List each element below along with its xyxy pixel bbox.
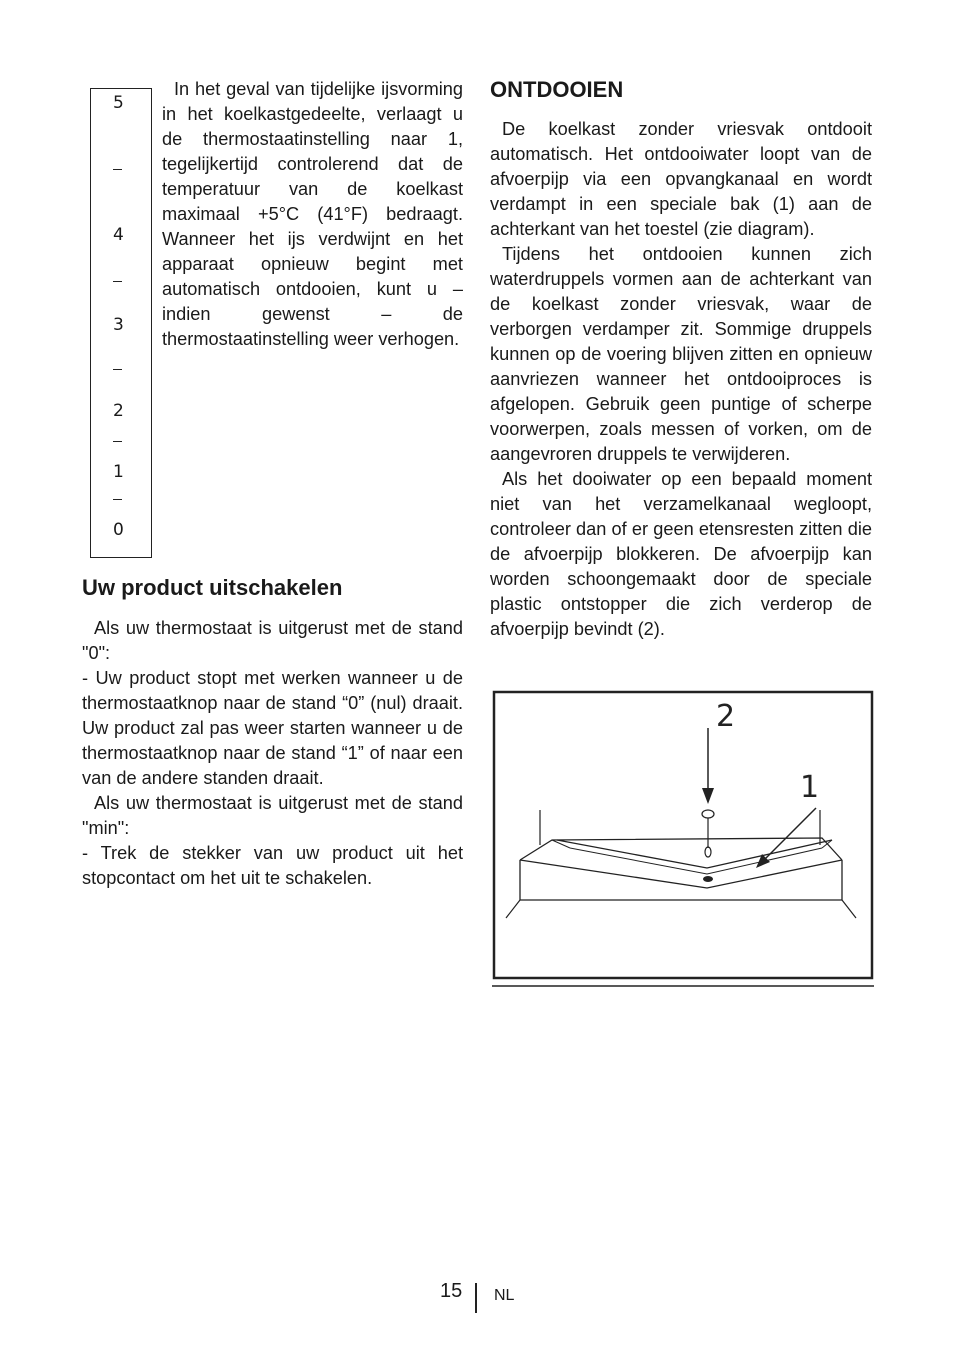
tray-leg-left <box>506 900 520 918</box>
ice-formation-paragraph <box>162 77 463 352</box>
switch-off-paragraph: Als uw thermostaat is uitgerust met de stand "min": <box>82 793 463 838</box>
channel-inner <box>570 848 822 874</box>
stopper-tip <box>705 847 711 857</box>
defrost-section <box>490 117 872 642</box>
switch-off-heading: Uw product uitschakelen <box>82 575 343 600</box>
stopper-head <box>702 810 714 818</box>
thermostat-scale <box>90 88 152 558</box>
scale-tick <box>113 281 122 282</box>
scale-number-4: 4 <box>113 225 124 245</box>
tray-body <box>520 860 842 900</box>
switch-off-section <box>82 616 463 891</box>
scale-number-0: 0 <box>113 520 124 540</box>
arrow-1-line <box>762 808 816 862</box>
defrost-heading: ONTDOOIEN <box>490 77 624 102</box>
scale-number-1: 1 <box>113 462 124 482</box>
scale-number-3: 3 <box>113 315 124 335</box>
diagram-frame <box>494 692 872 978</box>
drain-diagram <box>492 690 874 988</box>
defrost-paragraph: Tijdens het ontdooien kunnen zich waterdruppels vormen aan de achterkant van de koelkast zonder vriesvak, waar de verborgen verdamper zit. Sommige druppels kunnen op de voering blijven zitten en opnieuw aanvriezen wanneer het ontdooiproces is afgelopen. Gebruik geen puntige of scherpe voorwerpen, zoals messen of vorken, om de aangevroren druppels te verwijderen. <box>490 244 872 464</box>
arrow-2-head <box>702 788 714 804</box>
diagram-label-1: 1 <box>800 770 820 805</box>
channel-upper <box>557 840 832 868</box>
drain-diagram-svg <box>492 690 874 988</box>
intro-text: In het geval van tijdelijke ijsvorming in het koelkastgedeelte, verlaagt u de thermostaatinstelling naar 1, tegelijkertijd controlerend dat de temperatuur van de koelkast maximaal +5°C (41°F) bedraagt. Wanneer het ijs verdwijnt en het apparaat opnieuw begint met automatisch ontdooien, kunt u – indien gewenst – de thermostaatinstelling weer verhogen. <box>162 79 463 349</box>
switch-off-paragraph: - Trek de stekker van uw product uit het stopcontact om het uit te schakelen. <box>82 843 463 888</box>
scale-tick <box>113 441 122 442</box>
defrost-paragraph: Als het dooiwater op een bepaald moment niet van het verzamelkanaal wegloopt, controleer dan of er geen etensresten zitten die de afvoerpijp blokkeren. De afvoerpijp kan worden schoongemaakt door de speciale plastic ontstopper die zich verderop de afvoerpijp bevindt (2). <box>490 469 872 639</box>
language-code: NL <box>494 1287 515 1304</box>
diagram-label-2: 2 <box>716 699 736 734</box>
tray-leg-right <box>842 900 856 918</box>
scale-tick <box>113 369 122 370</box>
channel-lower <box>520 860 842 888</box>
scale-tick <box>113 499 122 500</box>
scale-tick <box>113 169 122 170</box>
scale-number-5: 5 <box>113 93 124 113</box>
switch-off-paragraph: Als uw thermostaat is uitgerust met de stand "0": <box>82 618 463 663</box>
footer-separator <box>475 1283 477 1313</box>
drain-hole <box>703 876 713 882</box>
scale-number-2: 2 <box>113 401 124 421</box>
switch-off-paragraph: - Uw product stopt met werken wanneer u de thermostaatknop naar de stand “0” (nul) draait. Uw product zal pas weer starten wanneer u de thermostaatknop naar de stand “1” of naar een van de andere standen draait. <box>82 668 463 788</box>
page-number: 15 <box>440 1280 463 1302</box>
defrost-paragraph: De koelkast zonder vriesvak ontdooit automatisch. Het ontdooiwater loopt van de afvoerpijp via een opvangkanaal en wordt verdampt in een speciale bak (1) aan de achterkant van het toestel (zie diagram). <box>490 119 872 239</box>
